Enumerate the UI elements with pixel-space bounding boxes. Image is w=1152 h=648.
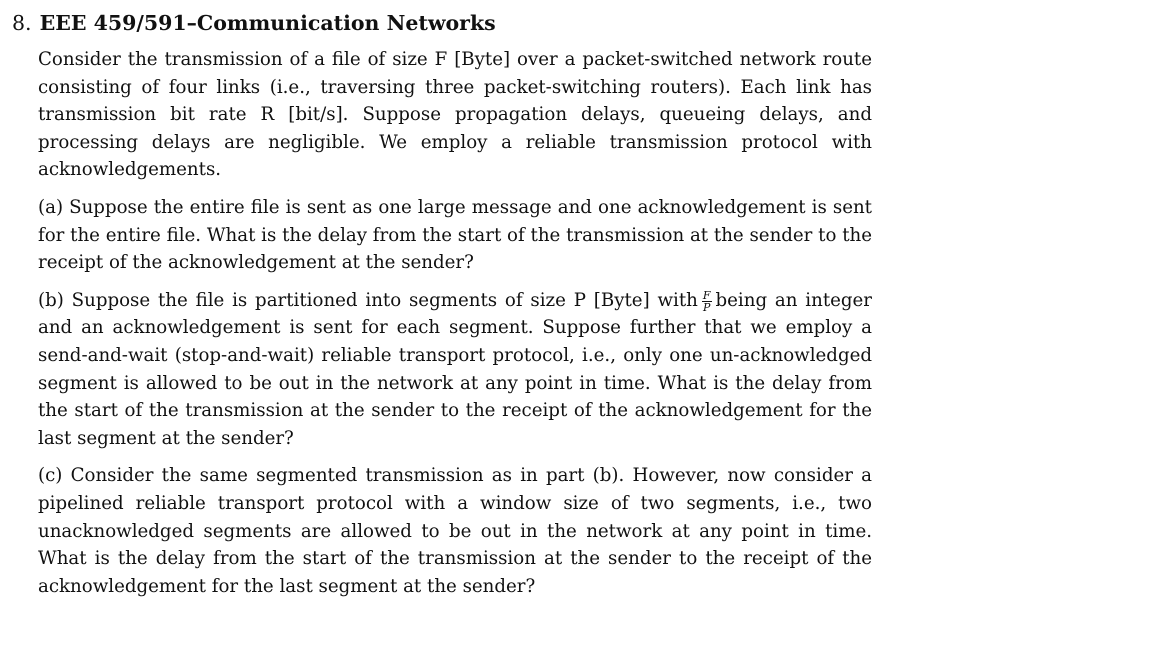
problem-body xyxy=(38,46,872,600)
part-c: (c) Consider the same segmented transmission as in part (b). However, now consider a pipelined reliable transport protocol with a window size of two segments, i.e., two unacknowledged segments are allowed to be out in the network at any point in time. What is the delay from the start of the transmission at the sender to the receipt of the acknowledgement for the last segment at the sender? xyxy=(38,465,872,597)
problem-block xyxy=(12,8,872,600)
part-b xyxy=(38,287,872,453)
problem-heading xyxy=(12,8,872,38)
fraction-numerator: F xyxy=(702,288,711,302)
fraction-denominator: P xyxy=(703,300,711,314)
part-a: (a) Suppose the entire file is sent as one large message and one acknowledgement is sent for the entire file. What is the delay from the start of the transmission at the sender to the receipt of the acknowledgement at the sender? xyxy=(38,196,872,274)
problem-number: 8. xyxy=(12,11,32,35)
part-b-text-start: (b) Suppose the file is partitioned into segments of size P [Byte] with xyxy=(38,289,698,311)
problem-intro: Consider the transmission of a file of size F [Byte] over a packet-switched network route consisting of four links (i.e., traversing three packet-switching routers). Each link has transmission bit rate R [bit/s]. Suppose propagation delays, queueing delays, and processing delays are negligible. We employ a reliable transmission protocol with acknowledgements. xyxy=(38,49,872,181)
problem-title: EEE 459/591–Communication Networks xyxy=(39,11,496,35)
fraction-f-over-p xyxy=(702,290,712,313)
part-b-text-end: being an integer and an acknowledgement is sent for each segment. Suppose further that we employ a send-and-wait (stop-and-wait) reliable transport protocol, i.e., only one un-acknowledged segment is allowed to be out in the network at any point in time. What is the delay from the start of the transmission at the sender to the receipt of the acknowledgement for the last segment at the sender? xyxy=(38,289,872,449)
